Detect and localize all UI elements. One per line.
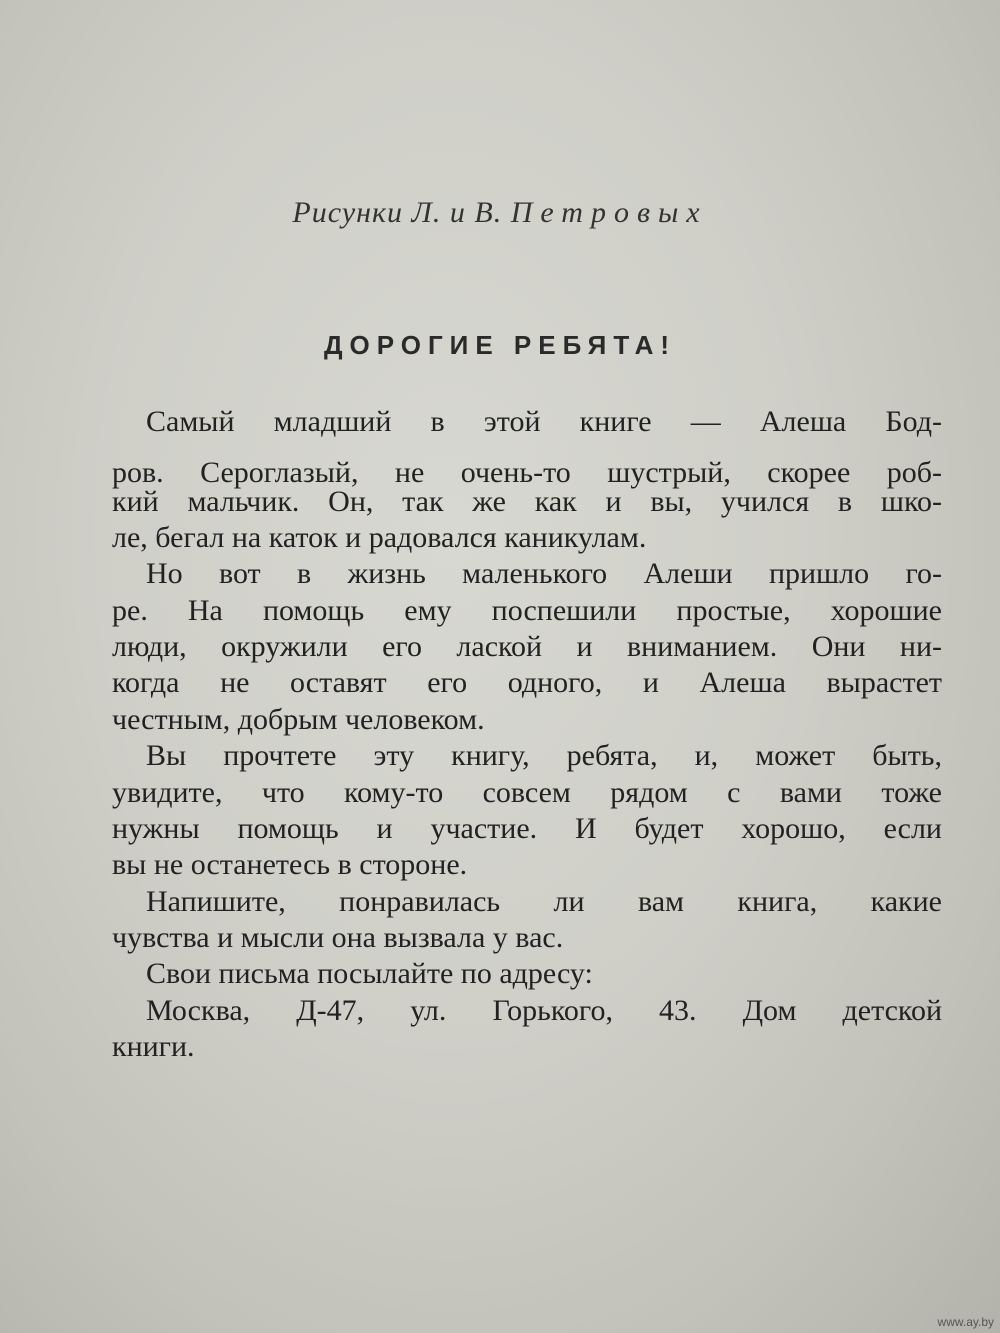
text-line: ре. На помощь ему поспешили простые, хорошие <box>112 594 942 627</box>
text-line: ле, бегал на каток и радовался каникулам. <box>112 521 647 554</box>
text-line: кий мальчик. Он, так же как и вы, учился в шко- <box>112 485 942 518</box>
illustrators-name: Петровых <box>510 196 708 229</box>
text-line: Самый младший в этой книге — Алеша Бод- <box>146 405 942 438</box>
text-line: нужны помощь и участие. И будет хорошо, если <box>112 812 942 845</box>
letter-heading: ДОРОГИЕ РЕБЯТА! <box>323 330 677 360</box>
text-line: вы не останетесь в стороне. <box>112 848 468 881</box>
illustrators-prefix: Рисунки Л. и В. <box>292 196 503 229</box>
illustrators-credit <box>0 196 1000 230</box>
site-watermark: www.ay.by <box>937 1315 994 1329</box>
text-line: чувства и мысли она вызвала у вас. <box>112 921 564 954</box>
text-line: Свои письма посылайте по адресу: <box>146 957 593 990</box>
text-line: когда не оставят его одного, и Алеша вырастет <box>112 666 942 699</box>
text-line: Но вот в жизнь маленького Алеши пришло го- <box>146 557 942 590</box>
text-line: Напишите, понравилась ли вам книга, какие <box>146 885 942 918</box>
text-line: ров. Сероглазый, не очень-то шустрый, скорее роб- <box>112 456 942 489</box>
text-line: честным, добрым человеком. <box>112 703 485 736</box>
text-line: увидите, что кому-то совсем рядом с вами тоже <box>112 776 942 809</box>
text-line: книги. <box>112 1030 195 1063</box>
text-line: Москва, Д-47, ул. Горького, 43. Дом детской <box>146 994 942 1027</box>
text-line: Вы прочтете эту книгу, ребята, и, может быть, <box>146 739 942 772</box>
text-line: люди, окружили его лаской и вниманием. Они ни- <box>112 630 942 663</box>
